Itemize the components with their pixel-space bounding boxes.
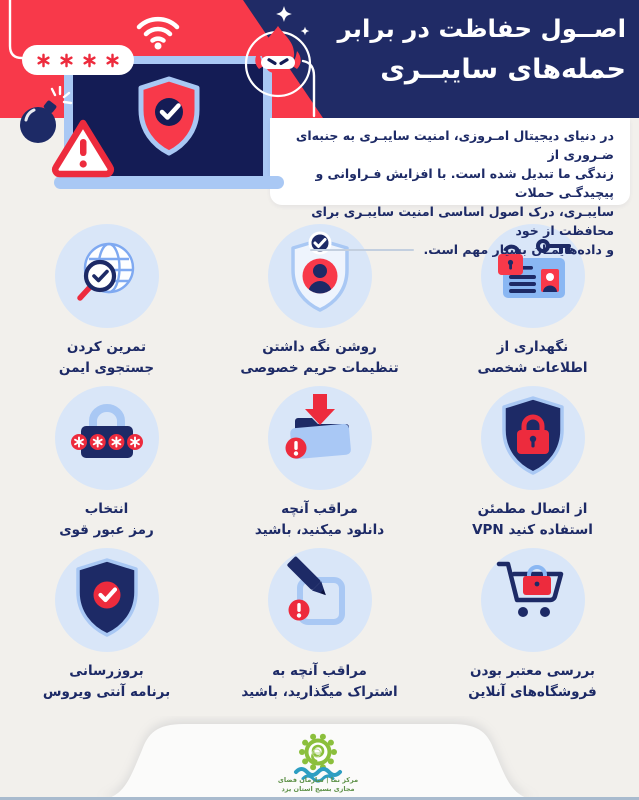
organization-name-line: مجازی بسیج استان یزد <box>281 784 355 793</box>
tile-label-line: دانلود میکنید، باشید <box>254 522 385 538</box>
asterisk-icon <box>82 53 97 68</box>
intro-line: زندگی ما تبدیل شده است. با افزایش فـراوانی و پیچیدگـی حملات <box>315 166 614 200</box>
organization-name-line: مرکز نما | سازمان فضای <box>277 776 359 784</box>
tile-label <box>472 499 593 541</box>
pencil-note-warning-icon <box>268 548 372 652</box>
tile-label <box>43 661 170 703</box>
tile-label-line: برنامه آنتی ویروس <box>42 684 171 700</box>
tile-circle <box>268 386 372 490</box>
fire-devil-icon <box>238 14 318 106</box>
intro-line-text: و داده‌هایمـان بسیار مهم است. <box>423 242 614 257</box>
asterisk-icon <box>105 53 120 68</box>
organization-name <box>253 776 383 793</box>
spark-lines <box>52 87 71 103</box>
tile-label-line: جستجوی ایمن <box>58 360 155 376</box>
page-title <box>338 8 627 91</box>
tile-circle <box>481 386 585 490</box>
tips-grid <box>0 222 639 708</box>
intro-line <box>270 240 630 259</box>
tile-strong-password <box>0 384 213 546</box>
tile-careful-downloads <box>213 384 426 546</box>
tile-vpn-connection <box>426 384 639 546</box>
intro-rule <box>310 249 414 251</box>
tile-label-line: مراقب آنچه <box>281 501 358 517</box>
tile-label-line: اطلاعات شخصی <box>477 360 588 376</box>
tile-circle <box>268 548 372 652</box>
password-pill <box>22 45 134 75</box>
tile-label-line: فروشگاه‌های آنلاین <box>468 684 597 700</box>
page-title-line2: حمله‌های سایبــری <box>380 54 626 85</box>
intro-line: در دنیای دیجیتال امـروزی، امنیت سایبـری به جنبه‌ای ضـروری از <box>295 128 614 162</box>
tile-label <box>59 499 154 541</box>
tile-label-line: از اتصال مطمئن <box>477 501 588 517</box>
tile-label-line: اشتراک میگذارید، باشید <box>241 684 398 700</box>
tile-label <box>240 337 398 379</box>
tile-safe-search <box>0 222 213 384</box>
tile-careful-sharing <box>213 546 426 708</box>
globe-magnifier-check-icon <box>55 224 159 328</box>
tile-circle <box>55 224 159 328</box>
tile-label <box>477 337 587 379</box>
tile-online-shopping <box>426 546 639 708</box>
tile-circle <box>55 548 159 652</box>
padlock-password-icon <box>55 386 159 490</box>
tile-label <box>59 337 154 379</box>
asterisk-icon <box>59 53 74 68</box>
intro-panel <box>270 118 630 257</box>
folder-download-warning-icon <box>268 386 372 490</box>
cart-padlock-icon <box>481 548 585 652</box>
tile-antivirus-update <box>0 546 213 708</box>
tile-label-line: بررسی معتبر بودن <box>470 663 595 679</box>
tile-label-line: انتخاب <box>84 501 129 517</box>
shield-padlock-icon <box>481 386 585 490</box>
tile-label-line: مراقب آنچه به <box>272 663 367 679</box>
tile-label-line: رمز عبور قوی <box>59 522 154 538</box>
tile-label <box>468 661 596 703</box>
intro-line: سایبـری، درک اصول اساسی امنیت سایبـری برای محافظت از خود <box>311 204 614 238</box>
tile-circle <box>481 548 585 652</box>
tile-label <box>241 661 397 703</box>
tile-label-line: تمرین کردن <box>66 339 147 355</box>
tile-label-line: تنظیمات حریم خصوصی <box>240 360 399 376</box>
laptop-shield-check-icon <box>134 74 204 162</box>
tile-label-line: روشن نگه داشتن <box>262 339 377 355</box>
asterisk-icon <box>36 53 51 68</box>
page-title-line1: اصــول حفاظت در برابر <box>337 14 626 43</box>
tile-label-line: نگهداری از <box>496 339 569 355</box>
wifi-icon <box>134 10 182 50</box>
tile-label <box>255 499 384 541</box>
tile-label-line: بروزرسانی <box>69 663 144 679</box>
tile-circle <box>55 386 159 490</box>
warning-triangle-icon <box>48 116 118 178</box>
shield-check-icon <box>55 548 159 652</box>
tile-label-line: VPN استفاده کنید <box>472 522 593 538</box>
